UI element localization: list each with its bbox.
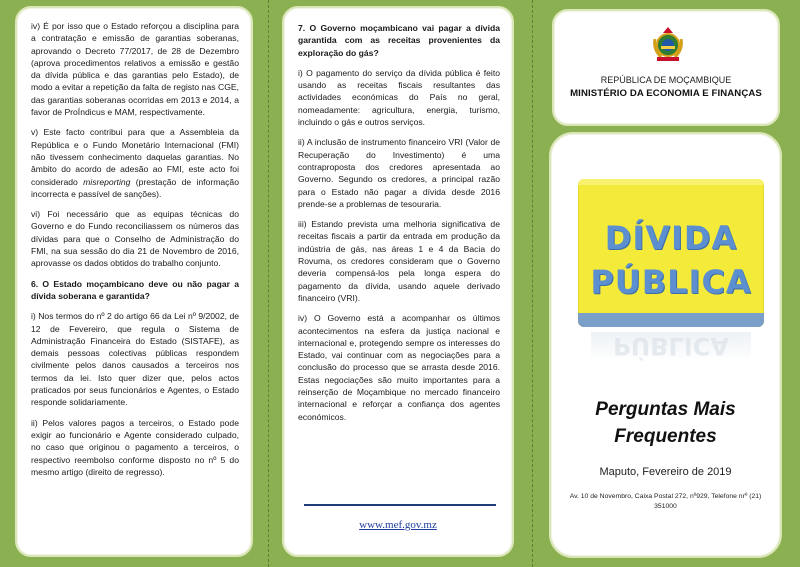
paragraph-v: v) Este facto contribui para que a Assembleia da República e o Fundo Monetário Internacional (FMI) não tivessem conhecimento daquelas garantias. No âmbito do acordo de adesão ao FMI, este acto foi considerado misreporting (prestação de informação incorrecta e passível de sanções). — [31, 127, 239, 199]
ministry-label: MINISTÉRIO DA ECONOMIA E FINANÇAS — [570, 88, 762, 99]
cover-reflection — [591, 332, 751, 360]
left-panel — [15, 6, 253, 557]
middle-panel — [282, 6, 514, 557]
question-7-heading: 7. O Governo moçambicano vai pagar a dívida garantida com as receitas provenientes da exploração do gás? — [298, 23, 500, 58]
answer-7-iv: iv) O Governo está a acompanhar os últimos acontecimentos na esfera da justiça nacional e internacional e, protegendo sempre os interesses do Estado, vai continuar com as negociações para a conclusão do processo que se arrasta desde 2016. Estas negociações são muito importantes para a reinserção de Moçambique no mercado financeiro internacional e reforçar a confiança dos agentes económicos. — [298, 313, 500, 422]
question-6-heading: 6. O Estado moçambicano deve ou não pagar a dívida soberana e garantida? — [31, 278, 239, 301]
ministry-header-panel — [552, 9, 780, 126]
cover-title-line2: PÚBLICA — [590, 263, 752, 301]
fold-line-1 — [268, 0, 269, 567]
answer-6-i: i) Nos termos do nº 2 do artigo 66 da Lei nº 9/2002, de 12 de Fevereiro, que regula o Sistema de Administração Financeira do Estado (SISTAFE), as demais pessoas colectivas públicas respondem civilmente pelos danos causados a terceiros nos termos da lei. Isto quer dizer que, pelos actos praticados por seus funcionários e Agentes, o Estado responde solidariamente. — [31, 311, 239, 408]
divider-line — [304, 504, 496, 506]
date-label: Maputo, Fevereiro de 2019 — [599, 466, 732, 478]
mozambique-emblem-icon — [651, 25, 685, 65]
cover-title-board — [578, 179, 764, 327]
cover-panel — [549, 132, 782, 558]
subtitle-line1: Perguntas Mais — [595, 399, 736, 420]
website-link[interactable]: www.mef.gov.mz — [359, 519, 437, 531]
paragraph-vi: vi) Foi necessário que as equipas técnicas do Governo e do Fundo reconciliassem os números das dívidas para que o Conselho de Administração do FMI, na sua sessão do dia 21 de Novembro de 2016, aprovasse os dados obtidos do trabalho conjunto. — [31, 209, 239, 269]
answer-6-ii: ii) Pelos valores pagos a terceiros, o Estado pode exigir ao funcionário e Agente considerado culpado, no caso que originou o pagamento a terceiros, o respectivo reembolso conforme disposto no nº 5 do mesmo artigo (direito de regresso). — [31, 417, 239, 477]
subtitle-line2: Frequentes — [614, 426, 717, 447]
answer-7-iii: iii) Estando prevista uma melhoria significativa de receitas fiscais a partir da entrada em produção da indústria de gás, nas áreas 1 e 4 da Bacia do Rovuma, os credores consideram que o Governo deveria compensá-los pela longa espera do pagamento da dívida, usando aquele derivado financeiro (VRI). — [298, 219, 500, 303]
paragraph-iv: iv) É por isso que o Estado reforçou a disciplina para a contratação e emissão de garantias soberanas, aprovando o Decreto 77/2017, de 28 de Dezembro (aprova procedimentos relativos a emissão e gestão da dívida pública e das garantias pelo Estado), de modo a evitar a repetição da falta de registo nas CGE, das garantias soberanas ocorridas em 2013 e 2014, a favor de ProÍndicus e MAM, respectivamente. — [31, 21, 239, 118]
republic-label: REPÚBLICA DE MOÇAMBIQUE — [600, 75, 732, 85]
cover-top-strip — [578, 179, 764, 185]
fold-line-2 — [532, 0, 533, 567]
cover-title-line1: DÍVIDA — [604, 219, 738, 257]
cover-bottom-bar — [578, 313, 764, 327]
answer-7-i: i) O pagamento do serviço da dívida pública é feito usando as receitas fiscais resultantes das actividades económicas do País no geral, nomeadamente: agricultura, energia, turismo, incluindo o gás e outros serviços. — [298, 67, 500, 128]
reflection-text: PÚBLICA — [613, 332, 729, 360]
answer-7-ii: ii) A inclusão de instrumento financeiro VRI (Valor de Recuperação do Investimento) é uma contraproposta dos credores apresentada ao Governo. Segundo os credores, a principal razão para o Estado não pagar a dívida desde 2016 prende-se a problemas de tesouraria. — [298, 137, 500, 209]
address-label: Av. 10 de Novembro, Caixa Postal 272, nº929, Telefone nrº (21) 351000 — [569, 493, 762, 510]
